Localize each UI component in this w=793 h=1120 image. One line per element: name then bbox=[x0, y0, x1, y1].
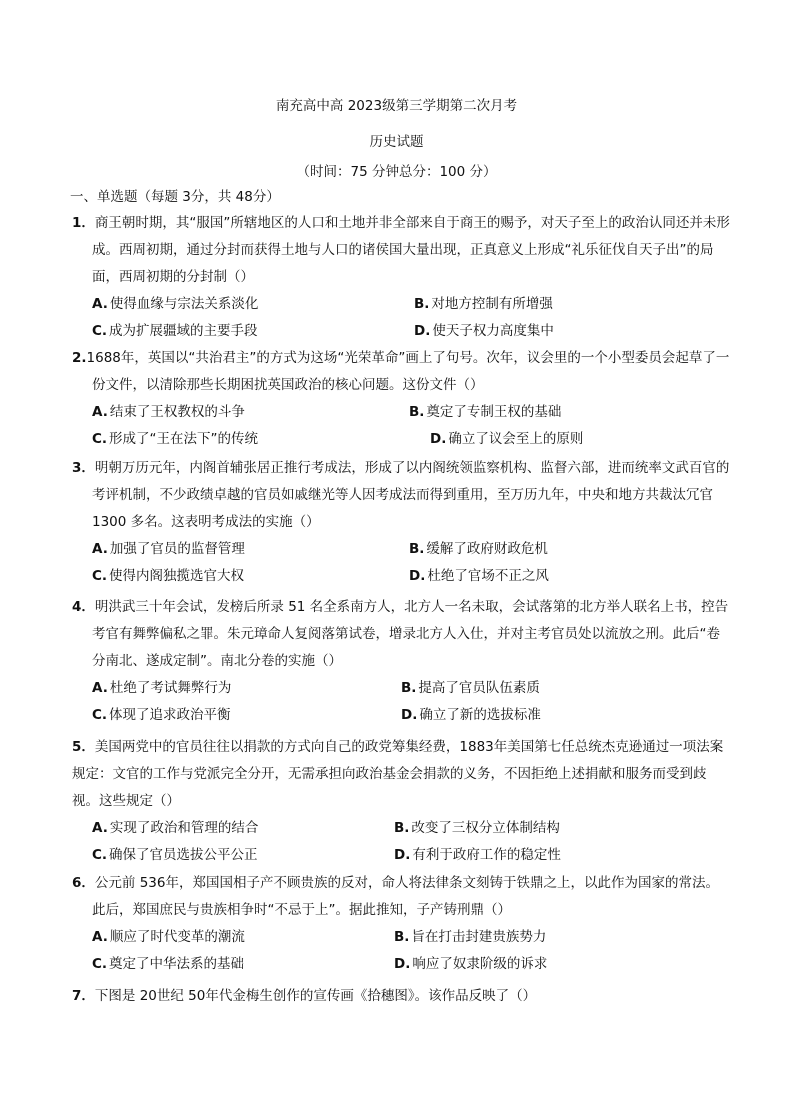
option-b[interactable]: B. 对地方控制有所增强 bbox=[414, 296, 553, 312]
option-c[interactable]: C. 形成了“王在法下”的传统 bbox=[92, 431, 259, 447]
options bbox=[72, 675, 732, 729]
question-stem bbox=[72, 734, 732, 815]
subject-title: 历史试题 bbox=[369, 134, 424, 150]
option-d[interactable]: D. 确立了新的选拔标准 bbox=[401, 707, 541, 723]
question-2 bbox=[72, 345, 732, 453]
option-d[interactable]: D. 杜绝了官场不正之风 bbox=[409, 568, 549, 584]
question-text: 1688年，英国以“共治君主”的方式为这场“光荣革命”画上了句号。次年，议会里的一个小型委员会起草了一份文件，以清除那些长期困扰英国政治的核心问题。这份文件（） bbox=[86, 350, 730, 393]
question-text: 商王朝时期，其“服国”所辖地区的人口和土地并非全部来自于商王的赐予，对天子至上的政治认同还并未形成。西周初期，通过分封而获得土地与人口的诸侯国大量出现，正真意义上形成“礼乐征伐自天子出”的局面，西周初期的分封制（） bbox=[92, 215, 730, 285]
options bbox=[72, 815, 732, 869]
option-c[interactable]: C. 确保了官员选拔公平公正 bbox=[92, 847, 258, 863]
question-stem bbox=[72, 345, 732, 399]
question-text: 下图是 20世纪 50年代金梅生创作的宣传画《拾穗图》。该作品反映了（） bbox=[94, 988, 537, 1004]
option-b[interactable]: B. 改变了三权分立体制结构 bbox=[394, 820, 560, 836]
options bbox=[72, 536, 732, 590]
question-stem bbox=[72, 870, 732, 924]
question-5 bbox=[72, 734, 732, 869]
question-4 bbox=[72, 594, 732, 729]
option-a[interactable]: A. 实现了政治和管理的结合 bbox=[92, 820, 259, 836]
question-stem bbox=[72, 455, 732, 536]
options bbox=[72, 399, 732, 453]
option-d[interactable]: D. 响应了奴隶阶级的诉求 bbox=[394, 956, 548, 972]
question-number: 2. bbox=[72, 350, 87, 366]
question-text: 明洪武三十年会试，发榜后所录 51 名全系南方人，北方人一名未取，会试落第的北方举人联名上书，控告考官有舞弊偏私之罪。朱元璋命人复阅落第试卷，增录北方人入仕，并对主考官员处以流放之刑。此后“卷分南北、遂成定制”。南北分卷的实施（） bbox=[92, 599, 729, 669]
question-text: 明朝万历元年，内阁首辅张居正推行考成法，形成了以内阁统领监察机构、监督六部，进而统率文武百官的考评机制，不少政绩卓越的官员如戚继光等人因考成法而得到重用，至万历九年，中央和地方共裁汰冗官 1300 多名。这表明考成法的实施（） bbox=[92, 460, 730, 530]
question-number: 3． bbox=[72, 460, 95, 476]
question-text: 公元前 536年，郑国国相子产不顾贵族的反对，命人将法律条文刻铸于铁鼎之上，以此作为国家的常法。此后，郑国庶民与贵族相争时“不忌于上”。据此推知，子产铸刑鼎（） bbox=[92, 875, 719, 918]
exam-title: 南充高中高 2023级第三学期第二次月考 bbox=[275, 98, 518, 114]
option-b[interactable]: B. 旨在打击封建贵族势力 bbox=[394, 929, 547, 945]
question-1 bbox=[72, 210, 732, 345]
option-c[interactable]: C. 奠定了中华法系的基础 bbox=[92, 956, 245, 972]
exam-info: （时间：75 分钟总分：100 分） bbox=[296, 164, 497, 180]
option-d[interactable]: D. 确立了议会至上的原则 bbox=[430, 431, 584, 447]
option-a[interactable]: A. 顺应了时代变革的潮流 bbox=[92, 929, 245, 945]
option-a[interactable]: A. 使得血缘与宗法关系淡化 bbox=[92, 296, 259, 312]
option-a[interactable]: A. 杜绝了考试舞弊行为 bbox=[92, 680, 232, 696]
option-c[interactable]: C. 成为扩展疆域的主要手段 bbox=[92, 323, 258, 339]
option-b[interactable]: B. 奠定了专制王权的基础 bbox=[409, 404, 562, 420]
question-6 bbox=[72, 870, 732, 978]
option-d[interactable]: D. 有利于政府工作的稳定性 bbox=[394, 847, 561, 863]
options bbox=[72, 924, 732, 978]
question-number: 4． bbox=[72, 599, 95, 615]
option-d[interactable]: D. 使天子权力高度集中 bbox=[414, 323, 554, 339]
option-c[interactable]: C. 体现了追求政治平衡 bbox=[92, 707, 231, 723]
question-stem bbox=[72, 594, 732, 675]
section-heading: 一、单选题（每题 3分，共 48分） bbox=[70, 189, 280, 205]
option-a[interactable]: A. 结束了王权教权的斗争 bbox=[92, 404, 245, 420]
question-3 bbox=[72, 455, 732, 590]
question-stem bbox=[72, 983, 732, 1010]
question-number: 6． bbox=[72, 875, 95, 891]
question-7 bbox=[72, 983, 732, 1010]
question-number: 5． bbox=[72, 739, 95, 755]
option-b[interactable]: B. 提高了官员队伍素质 bbox=[401, 680, 540, 696]
options bbox=[72, 291, 732, 345]
option-a[interactable]: A. 加强了官员的监督管理 bbox=[92, 541, 245, 557]
question-number: 1． bbox=[72, 215, 95, 231]
question-stem bbox=[72, 210, 732, 291]
question-number: 7． bbox=[72, 988, 95, 1004]
question-text: 美国两党中的官员往往以捐款的方式向自己的政党筹集经费，1883年美国第七任总统杰克逊通过一项法案规定：文官的工作与党派完全分开，无需承担向政治基金会捐款的义务，不因拒绝上述捐献和服务而受到歧视。这些规定（） bbox=[72, 739, 724, 809]
option-c[interactable]: C. 使得内阁独揽选官大权 bbox=[92, 568, 245, 584]
option-b[interactable]: B. 缓解了政府财政危机 bbox=[409, 541, 548, 557]
